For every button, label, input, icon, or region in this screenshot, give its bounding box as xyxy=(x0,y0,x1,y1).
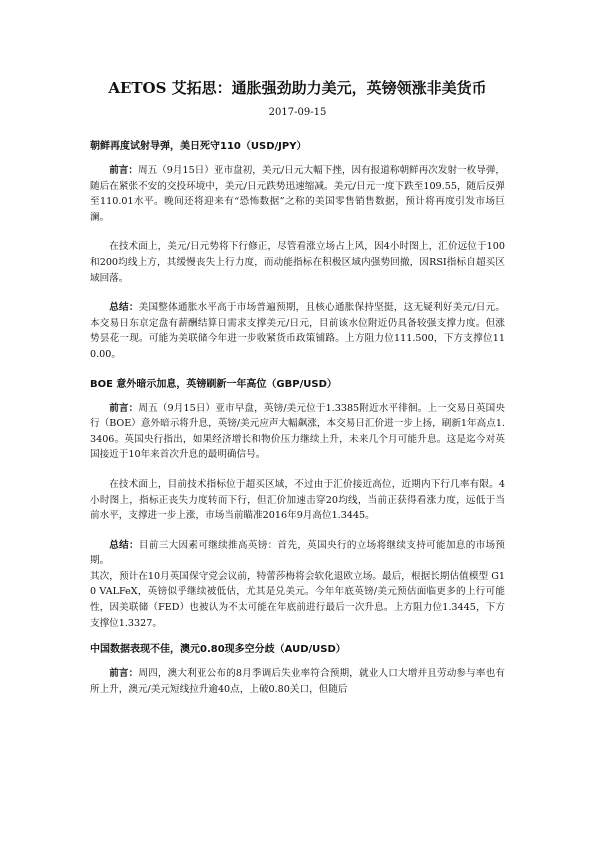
paragraph-lead: 前言： xyxy=(109,165,138,176)
document-title: AETOS 艾拓思：通胀强劲助力美元，英镑领涨非美货币 xyxy=(108,79,487,97)
paragraph-lead: 前言： xyxy=(109,668,139,680)
paragraph-text: 周五（9月15日）亚市盘初，美元/日元大幅下挫，因有报道称朝鲜再次发射一枚导弹，随后在紧张不安的交投环境中，美元/日元跌势迅速缩减。美元/日元一度下跌至109.55，随后反弹至110.01水平。晚间还将迎来有“恐怖数据”之称的美国零售销售数据，预计将再度引发市场巨澜。 xyxy=(90,165,506,223)
section-heading: 中国数据表现不佳，澳元0.80现多空分歧（AUD/USD） xyxy=(90,644,346,656)
section-usdjpy xyxy=(90,140,505,363)
paragraph-text: 在技术面上，美元/日元势将下行修正，尽管看涨立场占上风，因4小时图上，汇价远位于100和200均线上方，其缓慢丧失上行力度，而动能指标在积极区域内强势回撤，因RSI指标自超买区域回落。 xyxy=(90,241,505,284)
paragraph-lead: 总结： xyxy=(109,539,139,551)
paragraph-continuation xyxy=(90,569,505,631)
section-audusd xyxy=(90,643,505,697)
paragraph-technical xyxy=(90,477,505,524)
paragraph-lead: 总结： xyxy=(109,302,139,314)
section-heading: 朝鲜再度试射导弹，美日死守110（USD/JPY） xyxy=(90,141,307,152)
paragraph-intro xyxy=(90,401,505,463)
paragraph-text: 目前三大因素可继续推高英镑：首先，英国央行的立场将继续支持可能加息的市场预期。 xyxy=(90,539,506,567)
section-gbpusd xyxy=(90,378,505,632)
paragraph-intro xyxy=(90,163,505,225)
document-date: 2017-09-15 xyxy=(268,107,327,118)
paragraph-text: 周四，澳大利亚公布的8月季调后失业率符合预期，就业人口大增并且劳动参与率也有所上升，澳元/美元短线拉升逾40点，上破0.80关口，但随后 xyxy=(90,668,505,695)
paragraph-text: 在技术面上，目前技术指标位于超买区域，不过由于汇价接近高位，近期内下行几率有限。4小时图上，指标正丧失力度转而下行，但汇价加速击穿20均线，当前正获得看涨力度，远低于当前水平，支撑进一步上涨，市场当前瞄准2016年9月高位1.3445。 xyxy=(90,478,505,522)
paragraph-text: 周五（9月15日）亚市早盘，英镑/美元位于1.3385附近水平徘徊。上一交易日英国央行（BOE）意外暗示将升息，英镑/美元应声大幅飙涨，本交易日汇价进一步上扬，刷新1年高点1.3406。英国央行指出，如果经济增长和物价压力继续上升，未来几个月可能升息。这是迄今对英国接近于10年来首次升息的最明确信号。 xyxy=(90,402,505,461)
paragraph-text: 其次，预计在10月英国保守党会议前，特蕾莎梅将会软化退欧立场。最后，根据长期估值模型 G10 VALFeX，英镑似乎继续被低估，尤其是兑美元。今年年底英镑/美元预估面临更多的上行可能性，因美联储（FED）也被认为不太可能在年底前进行最后一次升息。上方阻力位1.3445，下方支撑位1.3327。 xyxy=(90,570,505,629)
section-heading: BOE 意外暗示加息，英镑刷新一年高位（GBP/USD） xyxy=(90,378,337,390)
paragraph-technical xyxy=(90,239,505,286)
paragraph-summary xyxy=(90,300,505,362)
paragraph-intro xyxy=(90,666,505,697)
paragraph-lead: 前言： xyxy=(109,402,139,414)
paragraph-summary xyxy=(90,538,505,569)
paragraph-text: 美国整体通胀水平高于市场普遍预期，且核心通胀保持坚挺，这无疑利好美元/日元。本交易日东京定盘有薪酬结算日需求支撑美元/日元，目前该水位附近仍具备较强支撑力度。但涨势昙花一现。可能为美联储今年进一步收紧货币政策铺路。上方阻力位111.500，下方支撑位110.00。 xyxy=(90,302,506,360)
